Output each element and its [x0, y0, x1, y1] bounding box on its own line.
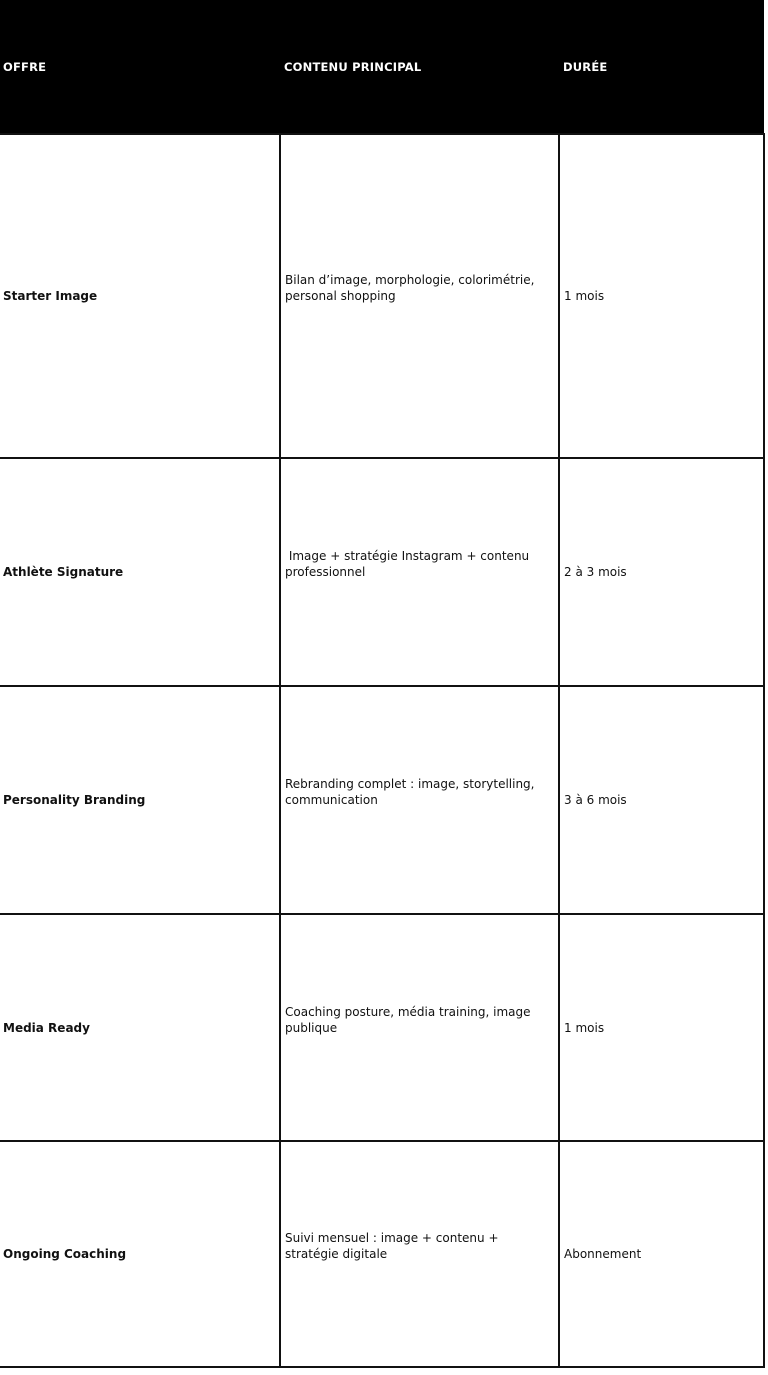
offer-duration: 3 à 6 mois: [559, 686, 764, 914]
offer-name: Personality Branding: [0, 686, 280, 914]
offer-content: [280, 458, 559, 686]
offer-duration: 2 à 3 mois: [559, 458, 764, 686]
offer-duration: 1 mois: [559, 134, 764, 458]
offer-content: [280, 1141, 559, 1367]
table-header-row: [0, 0, 764, 134]
offer-duration: Abonnement: [559, 1141, 764, 1367]
offer-name: Ongoing Coaching: [0, 1141, 280, 1367]
offer-name: Media Ready: [0, 914, 280, 1141]
table-row: [0, 686, 764, 914]
offer-content: [280, 686, 559, 914]
table-row: [0, 1141, 764, 1367]
offer-content-text: Image + stratégie Instagram + contenu professionnel: [285, 549, 533, 579]
offer-content-text: Bilan d’image, morphologie, colorimétrie, personal shopping: [285, 273, 535, 303]
table-row: [0, 134, 764, 458]
table-row: [0, 458, 764, 686]
offer-content: [280, 914, 559, 1141]
offer-content-text: Coaching posture, média training, image publique: [285, 1004, 531, 1035]
offer-name: Athlète Signature: [0, 458, 280, 686]
offer-content: [280, 134, 559, 458]
offer-content-text: Rebranding complet : image, storytelling, communication: [285, 777, 535, 807]
header-contenu-principal: CONTENU PRINCIPAL: [280, 0, 559, 134]
offer-name: Starter Image: [0, 134, 280, 458]
table-row: [0, 914, 764, 1141]
header-offre: OFFRE: [0, 0, 280, 134]
offer-duration: 1 mois: [559, 914, 764, 1141]
header-duree: DURÉE: [559, 0, 764, 134]
offer-content-text: Suivi mensuel : image + contenu + stratégie digitale: [285, 1231, 499, 1261]
